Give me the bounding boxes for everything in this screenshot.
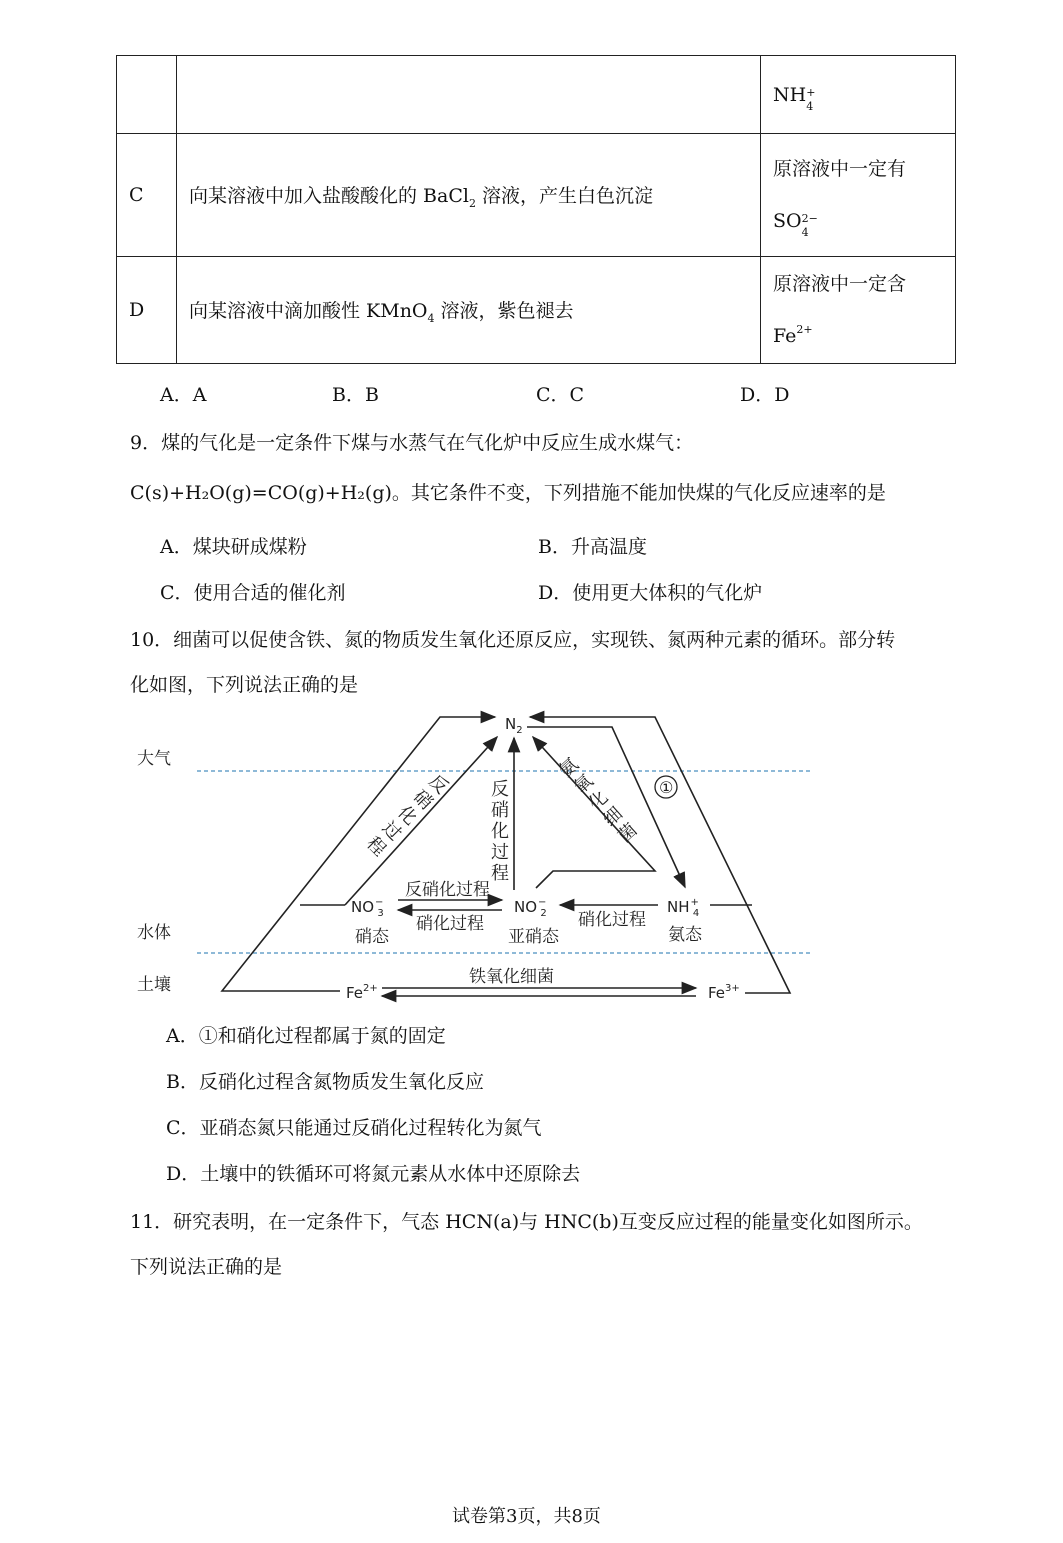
q10-choice-d: D．土壤中的铁循环可将氮元素从水体中还原除去 [166, 1163, 581, 1185]
q9-choice-a: A．煤块研成煤粉 [160, 536, 307, 558]
q11-stem: 11．研究表明，在一定条件下，气态 HCN(a)与 HNC(b)互变反应过程的能量变化如图所示。 [130, 1211, 923, 1233]
q9-choice-b: B．升高温度 [538, 536, 647, 558]
q10-choice-b: B．反硝化过程含氮物质发生氧化反应 [166, 1071, 484, 1093]
denit-center-label [491, 779, 509, 884]
arrow-anammox-to-n2 [533, 737, 655, 888]
q10-stem-2: 化如图，下列说法正确的是 [130, 674, 359, 696]
row-operation: 向某溶液中加入盐酸酸化的 BaCl$_2$ 溶液，产生白色沉淀 [177, 134, 761, 257]
q9-equation: C(s)+H₂O(g)=CO(g)+H₂(g) [130, 482, 392, 504]
ammox-label [555, 754, 641, 847]
no2-name: 亚硝态 [508, 927, 559, 947]
svg-text:菌: 菌 [614, 819, 642, 848]
nit-left-label: 硝化过程 [416, 914, 484, 934]
choice-d: D．D [740, 384, 790, 406]
q11-stem-2: 下列说法正确的是 [130, 1256, 283, 1278]
zone-water-label: 水体 [137, 923, 171, 943]
arrow-fe2-to-n2 [222, 717, 495, 991]
no3-formula: NO− 3 [351, 897, 384, 919]
svg-text:过: 过 [491, 842, 509, 863]
choice-c: C．C [536, 384, 585, 406]
fe2-label: $Fe^{2+}$ [346, 983, 378, 1002]
svg-text:硝: 硝 [491, 800, 509, 821]
svg-text:氧: 氧 [570, 770, 598, 799]
row-conclusion: 原溶液中一定含 $Fe^{2+}$ [761, 257, 956, 364]
svg-text:过: 过 [377, 817, 406, 845]
q10-stem: 10．细菌可以促使含铁、氮的物质发生氧化还原反应，实现铁、氮两种元素的循环。部分转 [130, 629, 896, 651]
no3-name: 硝态 [355, 927, 389, 947]
svg-text:氨: 氨 [555, 754, 583, 782]
svg-text:程: 程 [491, 863, 509, 884]
n2-label: $N_2$ [505, 715, 523, 736]
svg-text:细: 细 [599, 803, 627, 831]
circle-one-label: ① [659, 778, 674, 797]
svg-text:程: 程 [362, 832, 390, 861]
svg-text:化: 化 [584, 786, 613, 815]
fe3-label: $Fe^{3+}$ [708, 983, 740, 1002]
svg-text:反: 反 [424, 770, 453, 799]
nit-right-label: 硝化过程 [578, 910, 646, 930]
row-label: D [117, 257, 177, 364]
svg-text:硝: 硝 [408, 786, 437, 814]
page-footer: 试卷第3页，共8页 [452, 1506, 601, 1527]
formula: NH [773, 83, 807, 106]
q10-choice-c: C．亚硝态氮只能通过反硝化过程转化为氮气 [166, 1117, 542, 1139]
denit-horizontal-label: 反硝化过程 [405, 880, 490, 900]
row-conclusion: NH + 4 [761, 56, 956, 134]
q9-choice-c: C．使用合适的催化剂 [160, 582, 346, 604]
svg-text:反: 反 [491, 779, 509, 800]
row-operation: 向某溶液中滴加酸性 KMnO$_4$ 溶液，紫色褪去 [177, 257, 761, 364]
zone-air-label: 大气 [137, 749, 171, 769]
choice-b: B．B [332, 384, 379, 406]
svg-text:化: 化 [491, 821, 509, 842]
q10-choice-a: A．①和硝化过程都属于氮的固定 [166, 1025, 446, 1047]
row-conclusion: 原溶液中一定有 SO 2− 4 [761, 134, 956, 257]
no2-formula: NO− 2 [514, 897, 547, 919]
iron-bacteria-label: 铁氧化细菌 [469, 967, 554, 987]
q9-stem: 9．煤的气化是一定条件下煤与水蒸气在气化炉中反应生成水煤气： [130, 432, 694, 454]
row-label: C [117, 134, 177, 257]
zone-soil-label: 土壤 [137, 975, 171, 995]
nh4-formula: NH+ 4 [667, 897, 700, 919]
nh4-name: 氨态 [668, 925, 702, 945]
choice-a: A．A [160, 384, 207, 406]
svg-text:化: 化 [393, 801, 421, 830]
q9-choice-d: D．使用更大体积的气化炉 [538, 582, 763, 604]
denit-left-label [362, 771, 452, 861]
q9-stem-2: C(s)+H₂O(g)=CO(g)+H₂(g)。其它条件不变，下列措施不能加快煤的气化反应速率的是 [130, 482, 886, 504]
